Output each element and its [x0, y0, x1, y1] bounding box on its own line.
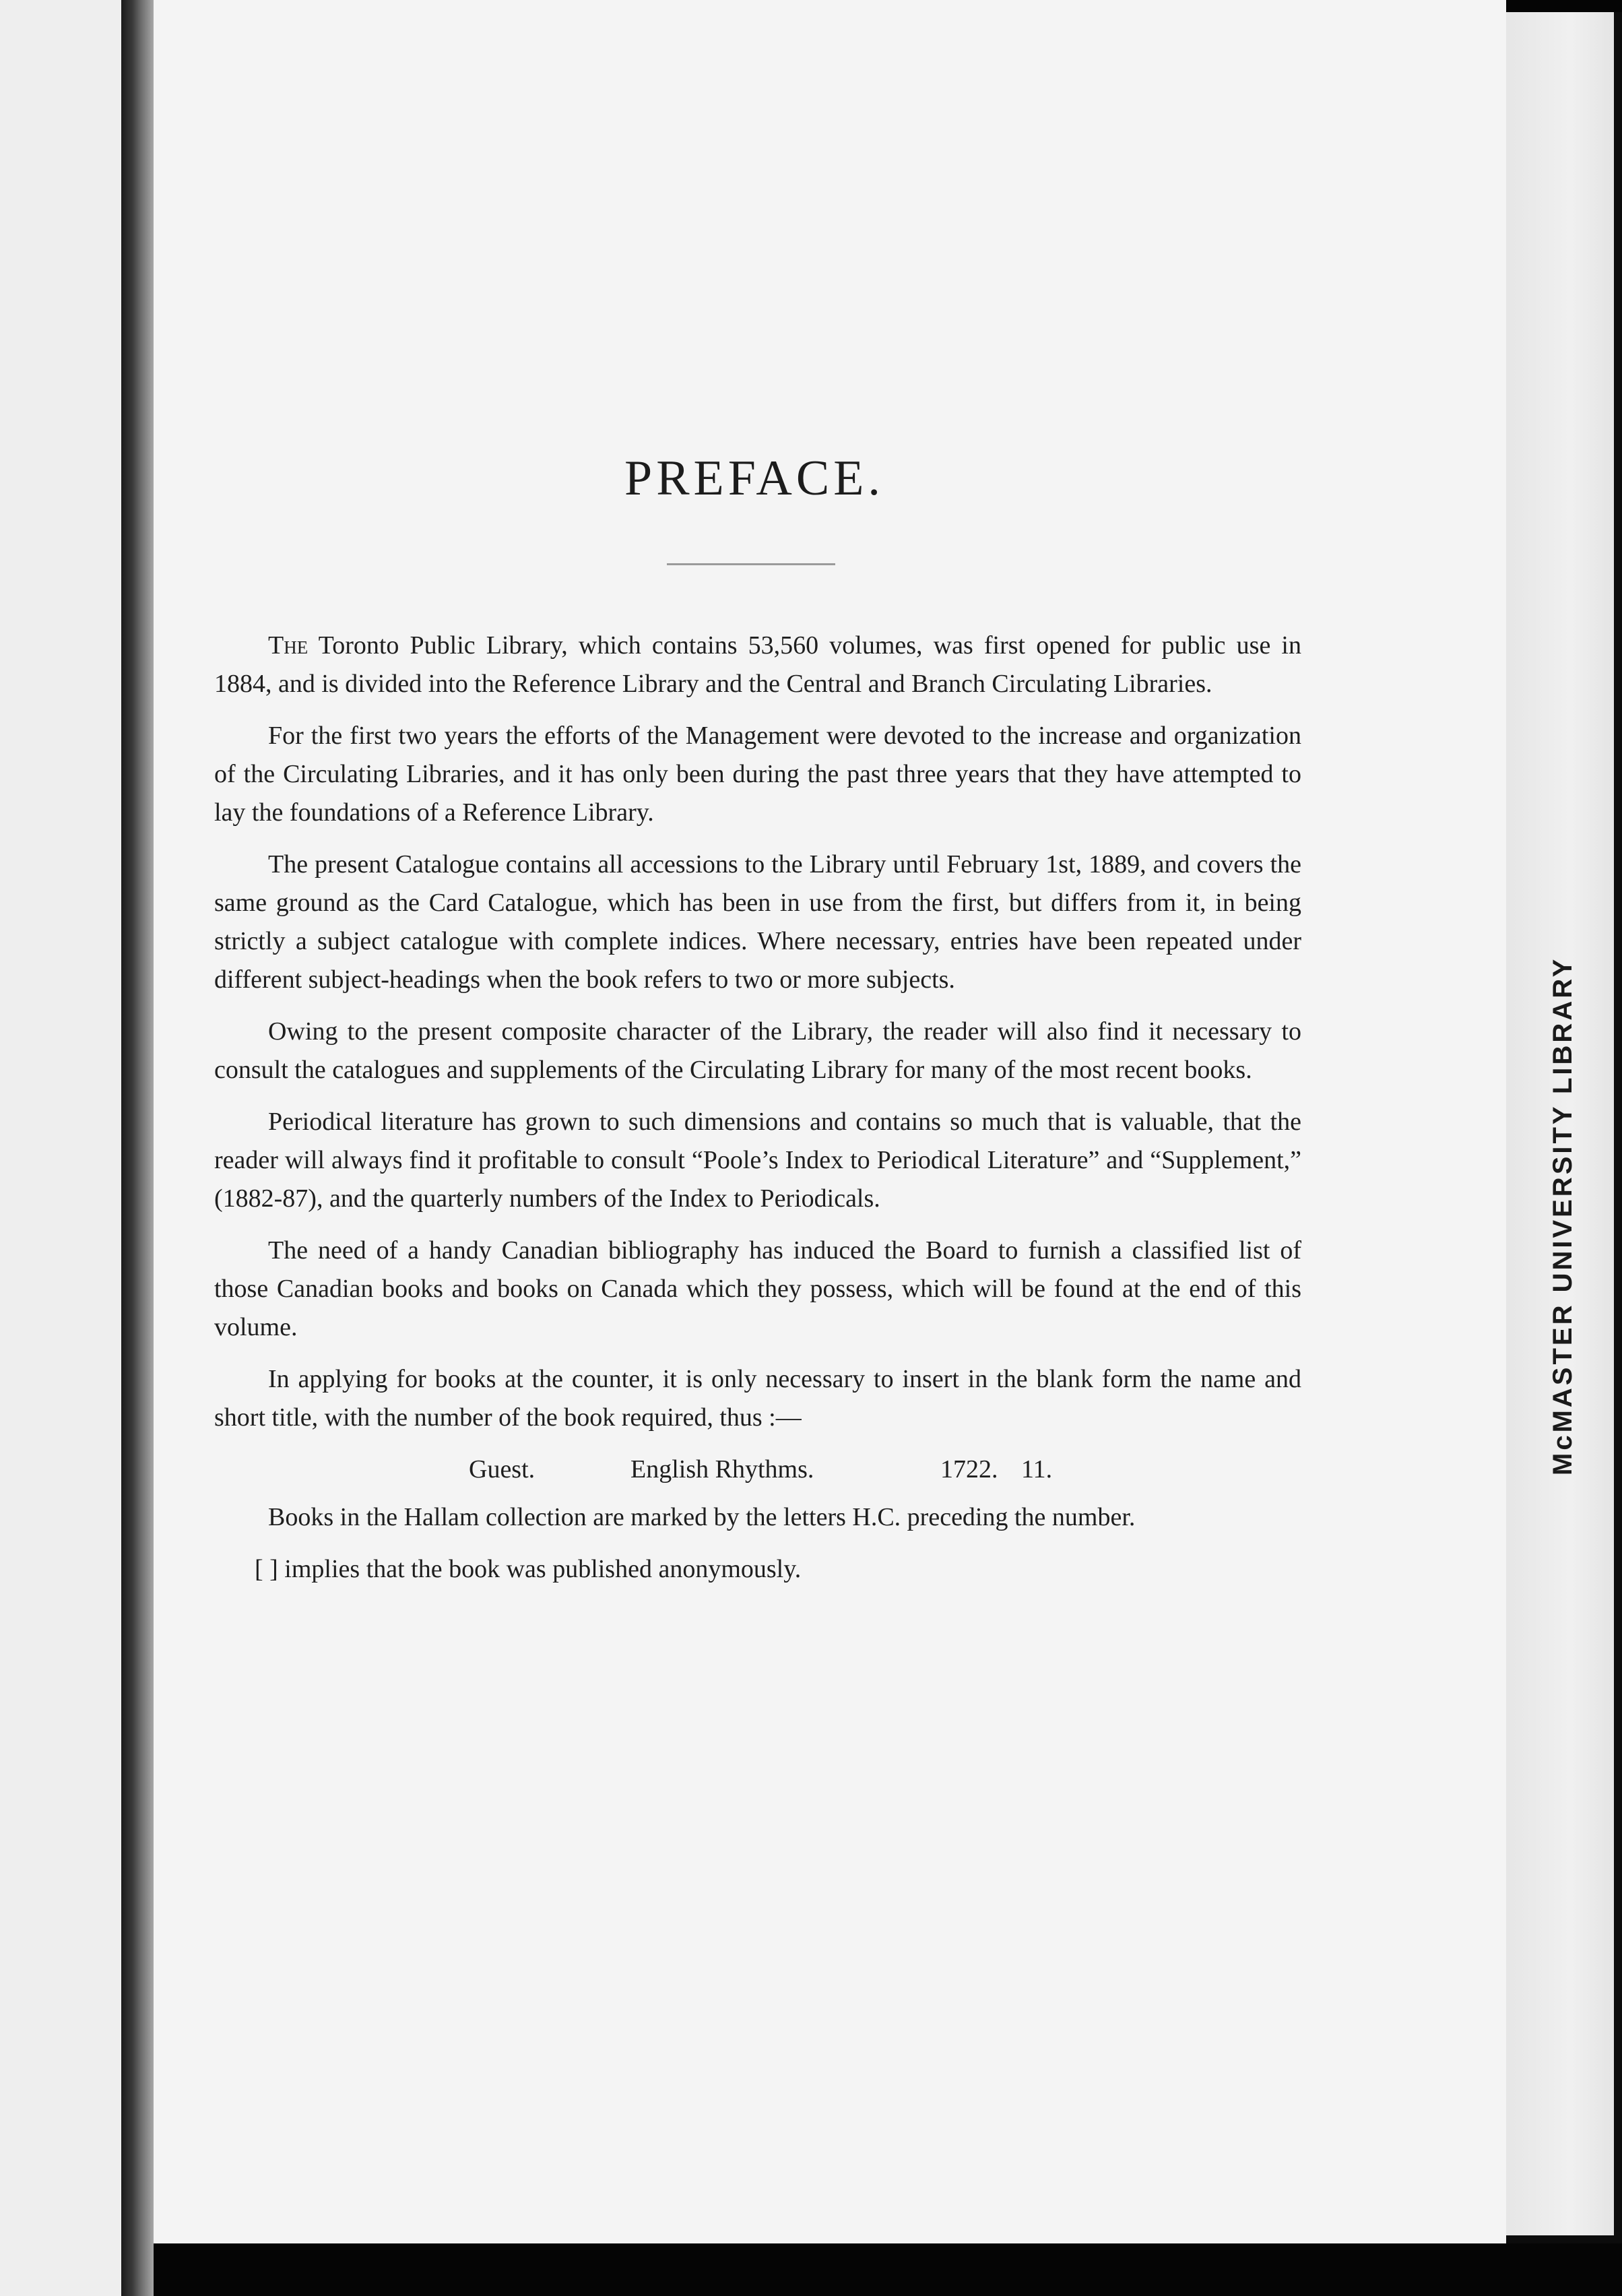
preface-body [214, 627, 1301, 1589]
page-title: PREFACE. [624, 451, 884, 506]
paragraph-applying: In applying for books at the counter, it is only necessary to insert in the blank form the name and short title, with the number of the book required, thus :— [214, 1365, 1301, 1432]
example-author: Guest. [469, 1455, 536, 1484]
paragraph-management: For the first two years the efforts of the Management were devoted to the increase and organization of the Circulating Libraries, and it has only been during the past three years that they have attempted to lay the foundations of a Reference Library. [214, 722, 1301, 827]
book-binding-edge [121, 0, 154, 2296]
scan-bottom-border [154, 2243, 1622, 2296]
paragraph-text: Toronto Public Library, which contains 53,560 volumes, was first opened for public use in 1884, and is divided into the Reference Library and the Central and Branch Circulating Libraries. [214, 631, 1301, 698]
paragraph-library-intro [214, 627, 1301, 703]
scan-left-margin [0, 0, 121, 2296]
paragraph-catalogue: The present Catalogue contains all accessions to the Library until February 1st, 1889, and covers the same ground as the Card Catalogue, which has been in use from the first, but differs from it, in being strictly a subject catalogue with complete indices. Where necessary, entries have been repeated under different subject-headings when the book refers to two or more subjects. [214, 850, 1301, 994]
example-title: English Rhythms. [630, 1455, 814, 1484]
scan-top-border [1506, 0, 1622, 12]
paragraph-anonymous: [ ] implies that the book was published anonymously. [255, 1555, 802, 1583]
example-entry [214, 1450, 1301, 1489]
example-number: 1722. [940, 1455, 998, 1484]
paragraph-composite: Owing to the present composite character of the Library, the reader will also find it necessary to consult the catalogues and supplements of the Circulating Library for many of the most recent books. [214, 1017, 1301, 1084]
paragraph-bibliography: The need of a handy Canadian bibliography has induced the Board to furnish a classified list of those Canadian books and books on Canada which they possess, which will be found at the end of this volume. [214, 1236, 1301, 1341]
library-stamp: McMASTER UNIVERSITY LIBRARY [1548, 956, 1578, 1475]
example-copy: 11. [1021, 1455, 1053, 1484]
title-divider [667, 563, 835, 565]
paragraph-periodicals: Periodical literature has grown to such dimensions and contains so much that is valuable, that the reader will always find it profitable to consult “Poole’s Index to Periodical Literature” and “Supplement,” (1882-87), and the quarterly numbers of the Index to Periodicals. [214, 1108, 1301, 1213]
paragraph-lead-word: The [268, 631, 309, 660]
paragraph-hallam: Books in the Hallam collection are marked by the letters H.C. preceding the number. [268, 1503, 1136, 1531]
